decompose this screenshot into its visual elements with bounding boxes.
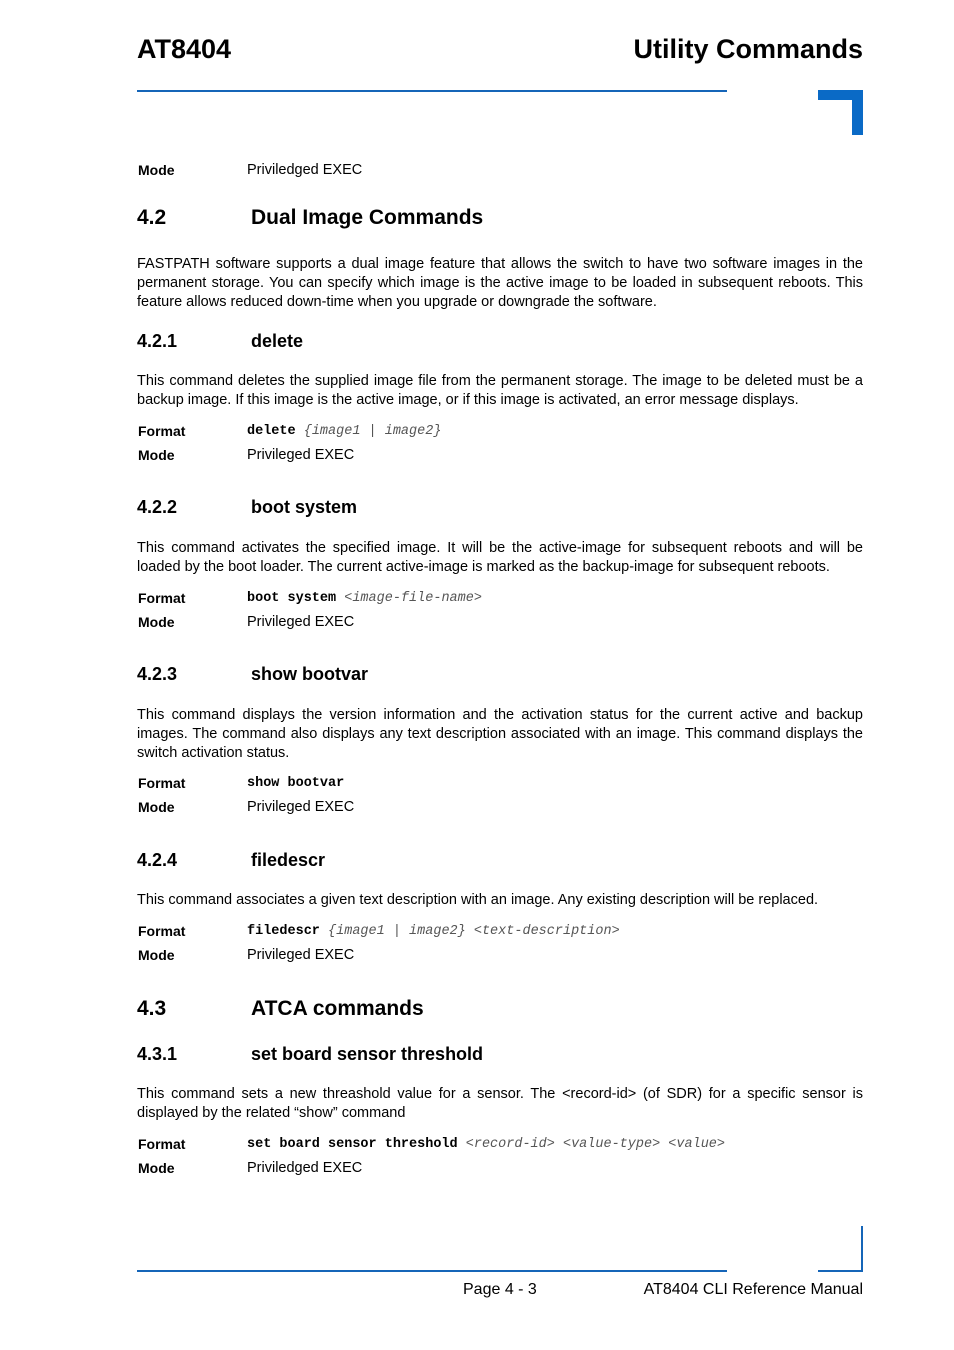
section-4-2-2-title: boot system [251, 497, 358, 517]
section-4-3-1-number: 4.3.1 [137, 1044, 178, 1064]
section-4-2-1-title: delete [251, 331, 304, 351]
section-4-2-3-number: 4.2.3 [137, 664, 178, 684]
mode-value: Privileged EXEC [247, 799, 355, 815]
header-corner-mark [818, 90, 863, 135]
mode-label: Mode [138, 799, 175, 815]
section-4-2-2-number: 4.2.2 [137, 497, 178, 517]
format-syntax [247, 924, 620, 939]
footer-page-number: Page 4 - 3 [463, 1281, 537, 1298]
command-args: {image1 | image2} [303, 424, 442, 439]
section-4-2-1-paragraph: This command deletes the supplied image file from the permanent storage. The image to be deleted must be a backup image. If this image is the active image, or if this image is activated, an error message displays. [137, 373, 863, 408]
section-4-2-4-paragraph: This command associates a given text description with an image. Any existing description will be replaced. [137, 892, 819, 908]
footer-manual-title: AT8404 CLI Reference Manual [643, 1281, 863, 1298]
format-label: Format [138, 775, 186, 791]
command-args: {image1 | image2} <text-description> [328, 924, 620, 939]
format-syntax [247, 776, 344, 791]
command-args: <image-file-name> [344, 591, 482, 606]
format-syntax [247, 591, 482, 606]
section-4-3-1-paragraph: This command sets a new threashold value for a sensor. The <record-id> (of SDR) for a specific sensor is displayed by the related “show” command [137, 1086, 863, 1121]
section-4-2-title: Dual Image Commands [251, 206, 484, 229]
mode-label: Mode [138, 447, 175, 463]
format-label: Format [138, 590, 186, 606]
command-name: set board sensor threshold [247, 1137, 458, 1152]
format-syntax [247, 1137, 725, 1152]
section-4-2-1-number: 4.2.1 [137, 331, 178, 351]
command-args: <record-id> <value-type> <value> [465, 1137, 725, 1152]
command-name: boot system [247, 591, 337, 606]
mode-value: Privileged EXEC [247, 614, 355, 630]
format-label: Format [138, 423, 186, 439]
mode-label: Mode [138, 1160, 175, 1176]
section-4-2-3-title: show bootvar [251, 664, 369, 684]
section-4-3-title: ATCA commands [251, 997, 424, 1020]
header-chapter: Utility Commands [633, 34, 863, 64]
section-4-2-4-title: filedescr [251, 850, 326, 870]
section-4-2-3-paragraph: This command displays the version information and the activation status for the current active and backup images. The command also displays any text description associated with an image. This command displays the switch activation status. [137, 707, 863, 761]
section-4-2-2-paragraph: This command activates the specified image. It will be the active-image for subsequent reboots and will be loaded by the boot loader. The current active-image is marked as the backup-image for subsequent reboots. [137, 540, 863, 575]
section-4-2-paragraph: FASTPATH software supports a dual image feature that allows the switch to have two software images in the permanent storage. You can specify which image is the active image to be loaded in subsequent reboots. This feature allows reduced down-time when you upgrade or downgrade the software. [137, 256, 863, 310]
mode-value: Priviledged EXEC [247, 1160, 363, 1176]
format-label: Format [138, 923, 186, 939]
command-name: show bootvar [247, 776, 345, 791]
section-4-3-number: 4.3 [137, 997, 167, 1020]
format-syntax [247, 424, 441, 439]
section-4-2-number: 4.2 [137, 206, 167, 229]
section-4-2-4-number: 4.2.4 [137, 850, 178, 870]
mode-value: Privileged EXEC [247, 947, 355, 963]
header-product: AT8404 [137, 34, 232, 64]
command-name: delete [247, 424, 296, 439]
mode-value: Privileged EXEC [247, 447, 355, 463]
top-mode-value: Priviledged EXEC [247, 162, 363, 178]
mode-label: Mode [138, 947, 175, 963]
format-label: Format [138, 1136, 186, 1152]
section-4-3-1-title: set board sensor threshold [251, 1044, 484, 1064]
footer-corner-mark [818, 1226, 863, 1272]
header-rule [137, 90, 727, 92]
top-mode-label: Mode [138, 162, 175, 178]
command-name: filedescr [247, 924, 320, 939]
mode-label: Mode [138, 614, 175, 630]
footer-rule [137, 1270, 727, 1272]
